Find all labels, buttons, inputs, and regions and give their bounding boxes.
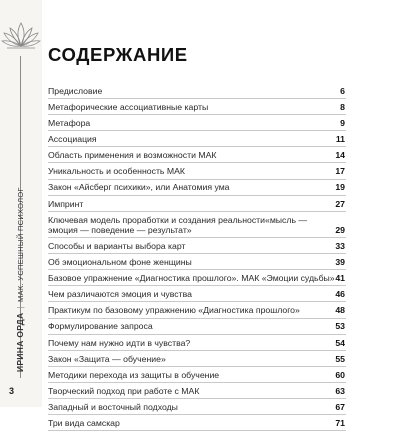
toc-entry-page: 39 <box>335 257 345 268</box>
toc-entry-page: 33 <box>335 240 345 251</box>
toc-entry-title: Предисловие <box>48 85 103 96</box>
toc-entry-title: Западный и восточный подходы <box>48 401 178 412</box>
running-header <box>14 187 27 372</box>
sidebar <box>0 0 42 407</box>
toc-entry-page: 63 <box>335 385 345 396</box>
toc-entry[interactable] <box>48 131 346 147</box>
toc-entry-title: Ассоциация <box>48 134 97 145</box>
toc-entry-title-line2: эмоция — поведение — результат» <box>48 224 192 235</box>
toc-entry-title: Практикум по базовому упражнению «Диагностика прошлого» <box>48 305 300 316</box>
toc-entry-title: Формулирование запроса <box>48 321 153 332</box>
toc-entry-title: Базовое упражнение «Диагностика прошлого». МАК «Эмоции судьбы» <box>48 273 335 284</box>
toc-entry[interactable] <box>48 115 346 131</box>
toc-entry-title: Уникальность и особенность МАК <box>48 166 185 177</box>
page-number: 3 <box>9 386 15 396</box>
toc-entry-page: 41 <box>335 273 345 284</box>
toc-entry[interactable] <box>48 335 346 351</box>
toc-entry[interactable] <box>48 302 346 318</box>
toc-entry-title: Творческий подход при работе с МАК <box>48 385 200 396</box>
toc-entry[interactable] <box>48 270 346 286</box>
toc-entry-title: Способы и варианты выбора карт <box>48 240 186 251</box>
toc-entry-page: 54 <box>335 337 345 348</box>
toc-entry[interactable] <box>48 180 346 196</box>
toc-entry[interactable] <box>48 163 346 179</box>
toc-entry-page: 8 <box>340 101 345 112</box>
toc-entry-title: Закон «Защита — обучение» <box>48 353 166 364</box>
author-name: ИРИНА ОРДА <box>15 312 25 372</box>
toc-entry[interactable] <box>48 319 346 335</box>
header-separator: | <box>15 306 25 309</box>
toc-entry-title: Метафорические ассоциативные карты <box>48 101 209 112</box>
toc-entry-page: 17 <box>335 166 345 177</box>
toc-entry-page: 67 <box>335 401 345 412</box>
toc-entry-page: 55 <box>335 353 345 364</box>
toc-entry[interactable] <box>48 99 346 115</box>
toc-entry[interactable] <box>48 415 346 431</box>
toc-entry-title: Три вида самскар <box>48 417 120 428</box>
toc-entry-title: Методики перехода из защиты в обучение <box>48 369 220 380</box>
series-name: МАК. УСПЕШНЫЙ ПСИХОЛОГ <box>16 187 25 303</box>
toc-entry[interactable] <box>48 286 346 302</box>
toc-entry-page: 19 <box>335 182 345 193</box>
toc-entry-title: Импринт <box>48 198 84 209</box>
toc-entry-page: 48 <box>335 305 345 316</box>
toc-entry-title: Метафора <box>48 118 91 129</box>
toc-entry-title: Об эмоциональном фоне женщины <box>48 257 192 268</box>
toc-entry-title: Чем различаются эмоция и чувства <box>48 289 192 300</box>
toc-entry[interactable] <box>48 212 346 238</box>
toc-entry-title-line1: Ключевая модель проработки и создания реальности«мысль — <box>48 214 308 225</box>
toc-entry-page: 29 <box>335 224 345 235</box>
toc-entry-page: 27 <box>335 198 345 209</box>
toc-entry-title: Почему нам нужно идти в чувства? <box>48 337 191 348</box>
toc-entry-title: Область применения и возможности МАК <box>48 150 217 161</box>
toc-entry-page: 14 <box>335 150 345 161</box>
toc-entry[interactable] <box>48 83 346 99</box>
table-of-contents <box>48 83 346 431</box>
toc-entry[interactable] <box>48 399 346 415</box>
toc-entry-page: 9 <box>340 118 345 129</box>
toc-entry[interactable] <box>48 196 346 212</box>
toc-entry[interactable] <box>48 383 346 399</box>
toc-entry-page: 6 <box>340 85 345 96</box>
toc-entry-page: 53 <box>335 321 345 332</box>
toc-entry-title: Закон «Айсберг психики», или Анатомия ума <box>48 182 230 193</box>
toc-entry[interactable] <box>48 351 346 367</box>
toc-entry[interactable] <box>48 254 346 270</box>
toc-entry[interactable] <box>48 367 346 383</box>
toc-entry-page: 71 <box>335 417 345 428</box>
toc-entry-page: 46 <box>335 289 345 300</box>
toc-entry[interactable] <box>48 147 346 163</box>
page-title: СОДЕРЖАНИЕ <box>48 44 188 65</box>
toc-entry-page: 60 <box>335 369 345 380</box>
toc-entry[interactable] <box>48 238 346 254</box>
lotus-icon <box>1 20 41 52</box>
toc-entry-page: 11 <box>335 134 345 145</box>
toc-entry-title <box>48 215 307 235</box>
